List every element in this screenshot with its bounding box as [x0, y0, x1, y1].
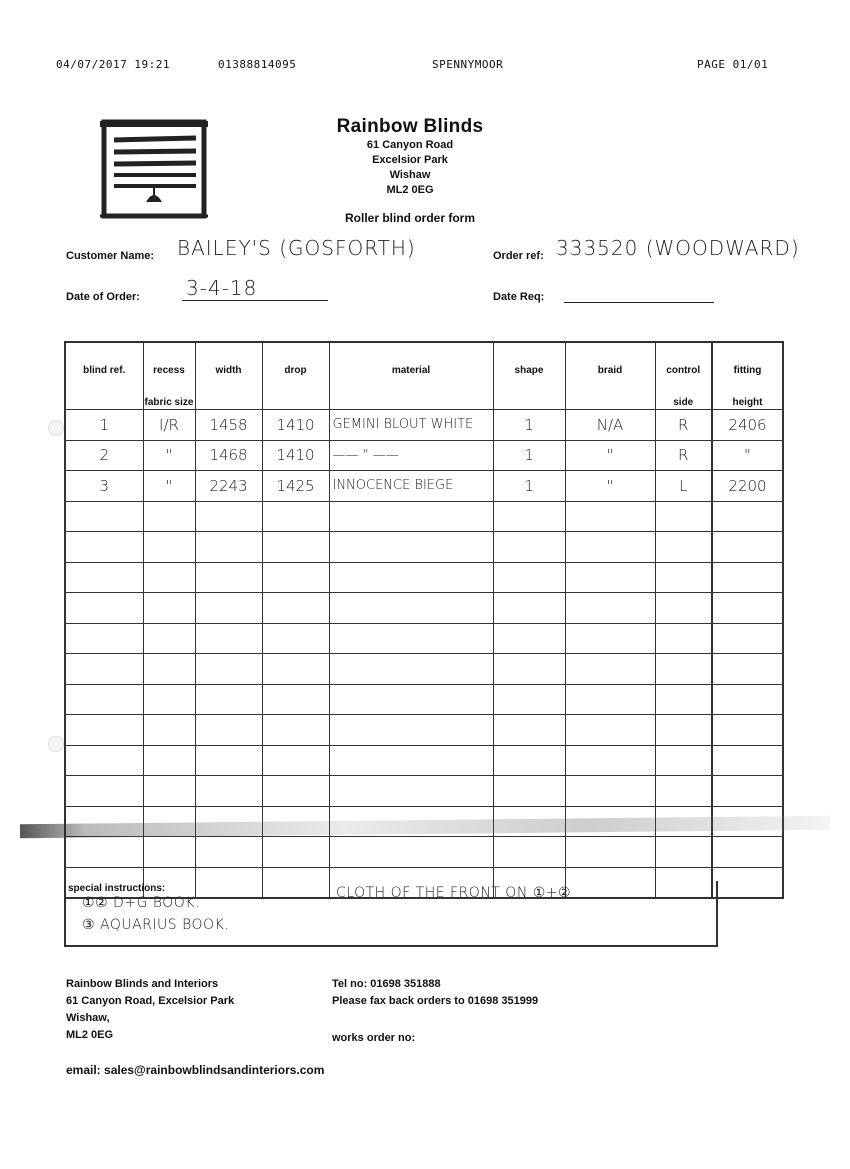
table-row — [65, 471, 783, 502]
footer-company — [66, 976, 234, 1044]
table-cell — [493, 501, 565, 532]
table-cell — [655, 501, 712, 532]
table-row — [65, 776, 783, 807]
table-cell: 2243 — [195, 471, 262, 502]
column-header — [195, 342, 262, 410]
order-ref-value: 333520 (WOODWARD) — [556, 236, 800, 260]
date-of-order-label: Date of Order: — [66, 291, 140, 303]
fax-page: PAGE 01/01 — [697, 58, 769, 71]
table-cell — [655, 684, 712, 715]
company-address-line: ML2 0EG — [386, 184, 434, 196]
footer-company-line: Rainbow Blinds and Interiors — [66, 978, 219, 990]
table-cell — [65, 593, 143, 624]
table-cell: N/A — [565, 410, 655, 441]
table-cell — [712, 562, 783, 593]
table-cell — [329, 715, 493, 746]
table-cell — [262, 684, 329, 715]
table-cell — [65, 837, 143, 868]
table-cell — [262, 593, 329, 624]
column-header-label: control — [666, 365, 701, 376]
footer-company-line: 61 Canyon Road, Excelsior Park — [66, 995, 235, 1007]
table-cell — [262, 837, 329, 868]
table-row — [65, 623, 783, 654]
date-of-order-underline — [182, 300, 328, 301]
table-cell — [329, 593, 493, 624]
table-cell — [143, 593, 195, 624]
fax-date-time: 04/07/2017 19:21 — [56, 58, 170, 71]
table-cell — [329, 776, 493, 807]
fax-location: SPENNYMOOR — [432, 58, 504, 71]
table-cell — [712, 501, 783, 532]
table-row — [65, 440, 783, 471]
footer-email: email: sales@rainbowblindsandinteriors.com — [66, 1063, 325, 1077]
column-header-label: blind ref. — [83, 365, 126, 376]
table-cell: 1410 — [262, 440, 329, 471]
company-name: Rainbow Blinds — [336, 116, 484, 137]
column-header-label: shape — [514, 365, 544, 376]
table-row — [65, 745, 783, 776]
table-cell — [493, 684, 565, 715]
table-cell: GEMINI BLOUT WHITE — [329, 410, 493, 441]
company-block — [300, 116, 520, 198]
table-cell — [712, 654, 783, 685]
table-cell — [329, 562, 493, 593]
column-header-sublabel: height — [732, 397, 763, 408]
blind-logo-icon — [100, 118, 210, 220]
table-cell — [655, 745, 712, 776]
table-cell — [65, 562, 143, 593]
footer-tel: Tel no: 01698 351888 — [332, 978, 441, 990]
table-cell — [195, 532, 262, 563]
table-cell — [493, 532, 565, 563]
table-cell — [143, 837, 195, 868]
table-cell — [65, 684, 143, 715]
table-cell: L — [655, 471, 712, 502]
column-header-sublabel: side — [673, 397, 694, 408]
fax-phone: 01388814095 — [218, 58, 297, 71]
table-cell — [565, 715, 655, 746]
table-cell — [329, 532, 493, 563]
table-cell: INNOCENCE BIEGE — [329, 471, 493, 502]
table-cell — [143, 684, 195, 715]
table-cell: 2200 — [712, 471, 783, 502]
column-header — [329, 342, 493, 410]
column-header-label: fitting — [733, 365, 762, 376]
customer-name-value: BAILEY'S (GOSFORTH) — [177, 236, 416, 260]
table-cell — [195, 623, 262, 654]
table-cell — [262, 532, 329, 563]
table-cell: 1 — [493, 440, 565, 471]
table-cell: —— " —— — [329, 440, 493, 471]
column-header-label: recess — [153, 365, 185, 376]
table-cell — [143, 562, 195, 593]
table-cell — [195, 776, 262, 807]
table-cell — [143, 654, 195, 685]
order-table — [64, 341, 784, 899]
table-cell — [65, 654, 143, 685]
column-header — [143, 342, 195, 410]
table-cell — [493, 837, 565, 868]
column-header — [262, 342, 329, 410]
table-cell — [262, 715, 329, 746]
table-cell — [143, 745, 195, 776]
table-cell — [195, 654, 262, 685]
table-cell — [655, 837, 712, 868]
table-header-row — [65, 342, 783, 410]
table-cell — [195, 837, 262, 868]
table-cell: " — [143, 440, 195, 471]
table-cell — [65, 532, 143, 563]
table-cell — [143, 776, 195, 807]
table-cell — [565, 654, 655, 685]
table-row — [65, 715, 783, 746]
table-cell — [565, 532, 655, 563]
table-cell — [565, 684, 655, 715]
table-cell — [565, 593, 655, 624]
table-cell — [565, 501, 655, 532]
table-cell — [565, 623, 655, 654]
table-cell — [712, 776, 783, 807]
date-req-underline — [564, 302, 714, 303]
column-header-label: drop — [284, 365, 307, 376]
table-row — [65, 532, 783, 563]
instruction-line: ①② D+G BOOK. — [82, 895, 200, 911]
table-cell — [655, 715, 712, 746]
table-cell: 2 — [65, 440, 143, 471]
date-req-label: Date Req: — [493, 291, 545, 303]
table-cell — [65, 623, 143, 654]
table-cell — [329, 501, 493, 532]
table-cell — [565, 837, 655, 868]
table-row — [65, 501, 783, 532]
table-cell: " — [712, 440, 783, 471]
table-row — [65, 684, 783, 715]
table-cell: 1458 — [195, 410, 262, 441]
table-cell — [493, 715, 565, 746]
company-address-line: 61 Canyon Road — [366, 139, 454, 151]
table-cell — [195, 562, 262, 593]
table-cell — [195, 501, 262, 532]
company-address-line: Wishaw — [389, 169, 431, 181]
column-header-label: material — [391, 365, 431, 376]
table-cell — [565, 562, 655, 593]
fax-header — [0, 58, 850, 76]
table-cell: R — [655, 410, 712, 441]
date-of-order-value: 3-4-18 — [186, 276, 258, 300]
footer-company-line: Wishaw, — [66, 1012, 110, 1024]
table-cell: I/R — [143, 410, 195, 441]
table-cell — [712, 593, 783, 624]
table-cell: 1 — [493, 471, 565, 502]
table-cell — [712, 684, 783, 715]
table-cell — [655, 776, 712, 807]
table-cell — [493, 776, 565, 807]
table-cell — [493, 654, 565, 685]
table-cell — [712, 532, 783, 563]
table-cell — [262, 654, 329, 685]
table-cell — [329, 623, 493, 654]
table-cell: 1410 — [262, 410, 329, 441]
footer-fax: Please fax back orders to 01698 351999 — [332, 995, 539, 1007]
table-row — [65, 410, 783, 441]
footer-company-line: ML2 0EG — [66, 1029, 114, 1041]
instruction-line: ③ AQUARIUS BOOK. — [82, 917, 230, 933]
table-cell — [329, 837, 493, 868]
table-cell — [712, 623, 783, 654]
order-ref-label: Order ref: — [493, 250, 544, 262]
table-cell: R — [655, 440, 712, 471]
table-cell: " — [143, 471, 195, 502]
footer-works-order: works order no: — [332, 1032, 416, 1044]
special-instructions-box — [64, 881, 718, 947]
table-cell: 1468 — [195, 440, 262, 471]
table-cell — [143, 532, 195, 563]
table-cell: 1425 — [262, 471, 329, 502]
table-cell — [712, 867, 783, 898]
table-cell — [143, 623, 195, 654]
table-cell — [493, 593, 565, 624]
table-cell — [195, 745, 262, 776]
column-header-label: braid — [597, 365, 623, 376]
table-cell — [493, 745, 565, 776]
table-cell: " — [565, 440, 655, 471]
instruction-note: CLOTH OF THE FRONT ON ①+② — [336, 885, 572, 901]
table-cell — [493, 562, 565, 593]
punch-hole — [48, 736, 64, 752]
table-cell: 1 — [493, 410, 565, 441]
column-header — [712, 342, 783, 410]
table-cell — [655, 654, 712, 685]
table-cell — [195, 715, 262, 746]
table-cell — [655, 593, 712, 624]
column-header-sublabel: fabric size — [144, 397, 194, 408]
table-cell — [143, 501, 195, 532]
column-header-label: width — [215, 365, 242, 376]
table-cell: 1 — [65, 410, 143, 441]
table-cell — [712, 837, 783, 868]
table-cell — [195, 593, 262, 624]
table-cell: 3 — [65, 471, 143, 502]
table-cell — [565, 776, 655, 807]
table-cell — [195, 684, 262, 715]
table-cell — [65, 745, 143, 776]
column-header — [655, 342, 712, 410]
table-cell — [712, 745, 783, 776]
table-cell — [262, 776, 329, 807]
table-cell — [143, 715, 195, 746]
table-cell — [65, 776, 143, 807]
column-header — [565, 342, 655, 410]
table-cell — [65, 715, 143, 746]
column-header — [493, 342, 565, 410]
table-cell — [262, 623, 329, 654]
company-address-line: Excelsior Park — [372, 154, 448, 166]
table-cell — [329, 654, 493, 685]
punch-hole — [48, 420, 64, 436]
table-cell — [712, 715, 783, 746]
table-cell — [329, 684, 493, 715]
table-cell — [329, 745, 493, 776]
table-cell — [493, 623, 565, 654]
table-cell — [565, 745, 655, 776]
customer-name-label: Customer Name: — [66, 250, 155, 262]
table-cell: 2406 — [712, 410, 783, 441]
table-cell — [262, 562, 329, 593]
table-cell: " — [565, 471, 655, 502]
table-cell — [65, 501, 143, 532]
column-header — [65, 342, 143, 410]
form-title: Roller blind order form — [344, 211, 475, 225]
table-row — [65, 837, 783, 868]
table-row — [65, 562, 783, 593]
table-cell — [655, 623, 712, 654]
table-cell — [655, 532, 712, 563]
table-cell — [262, 501, 329, 532]
table-row — [65, 593, 783, 624]
special-instructions-label: special instructions: — [68, 883, 166, 894]
table-cell — [262, 745, 329, 776]
table-row — [65, 654, 783, 685]
table-cell — [655, 562, 712, 593]
